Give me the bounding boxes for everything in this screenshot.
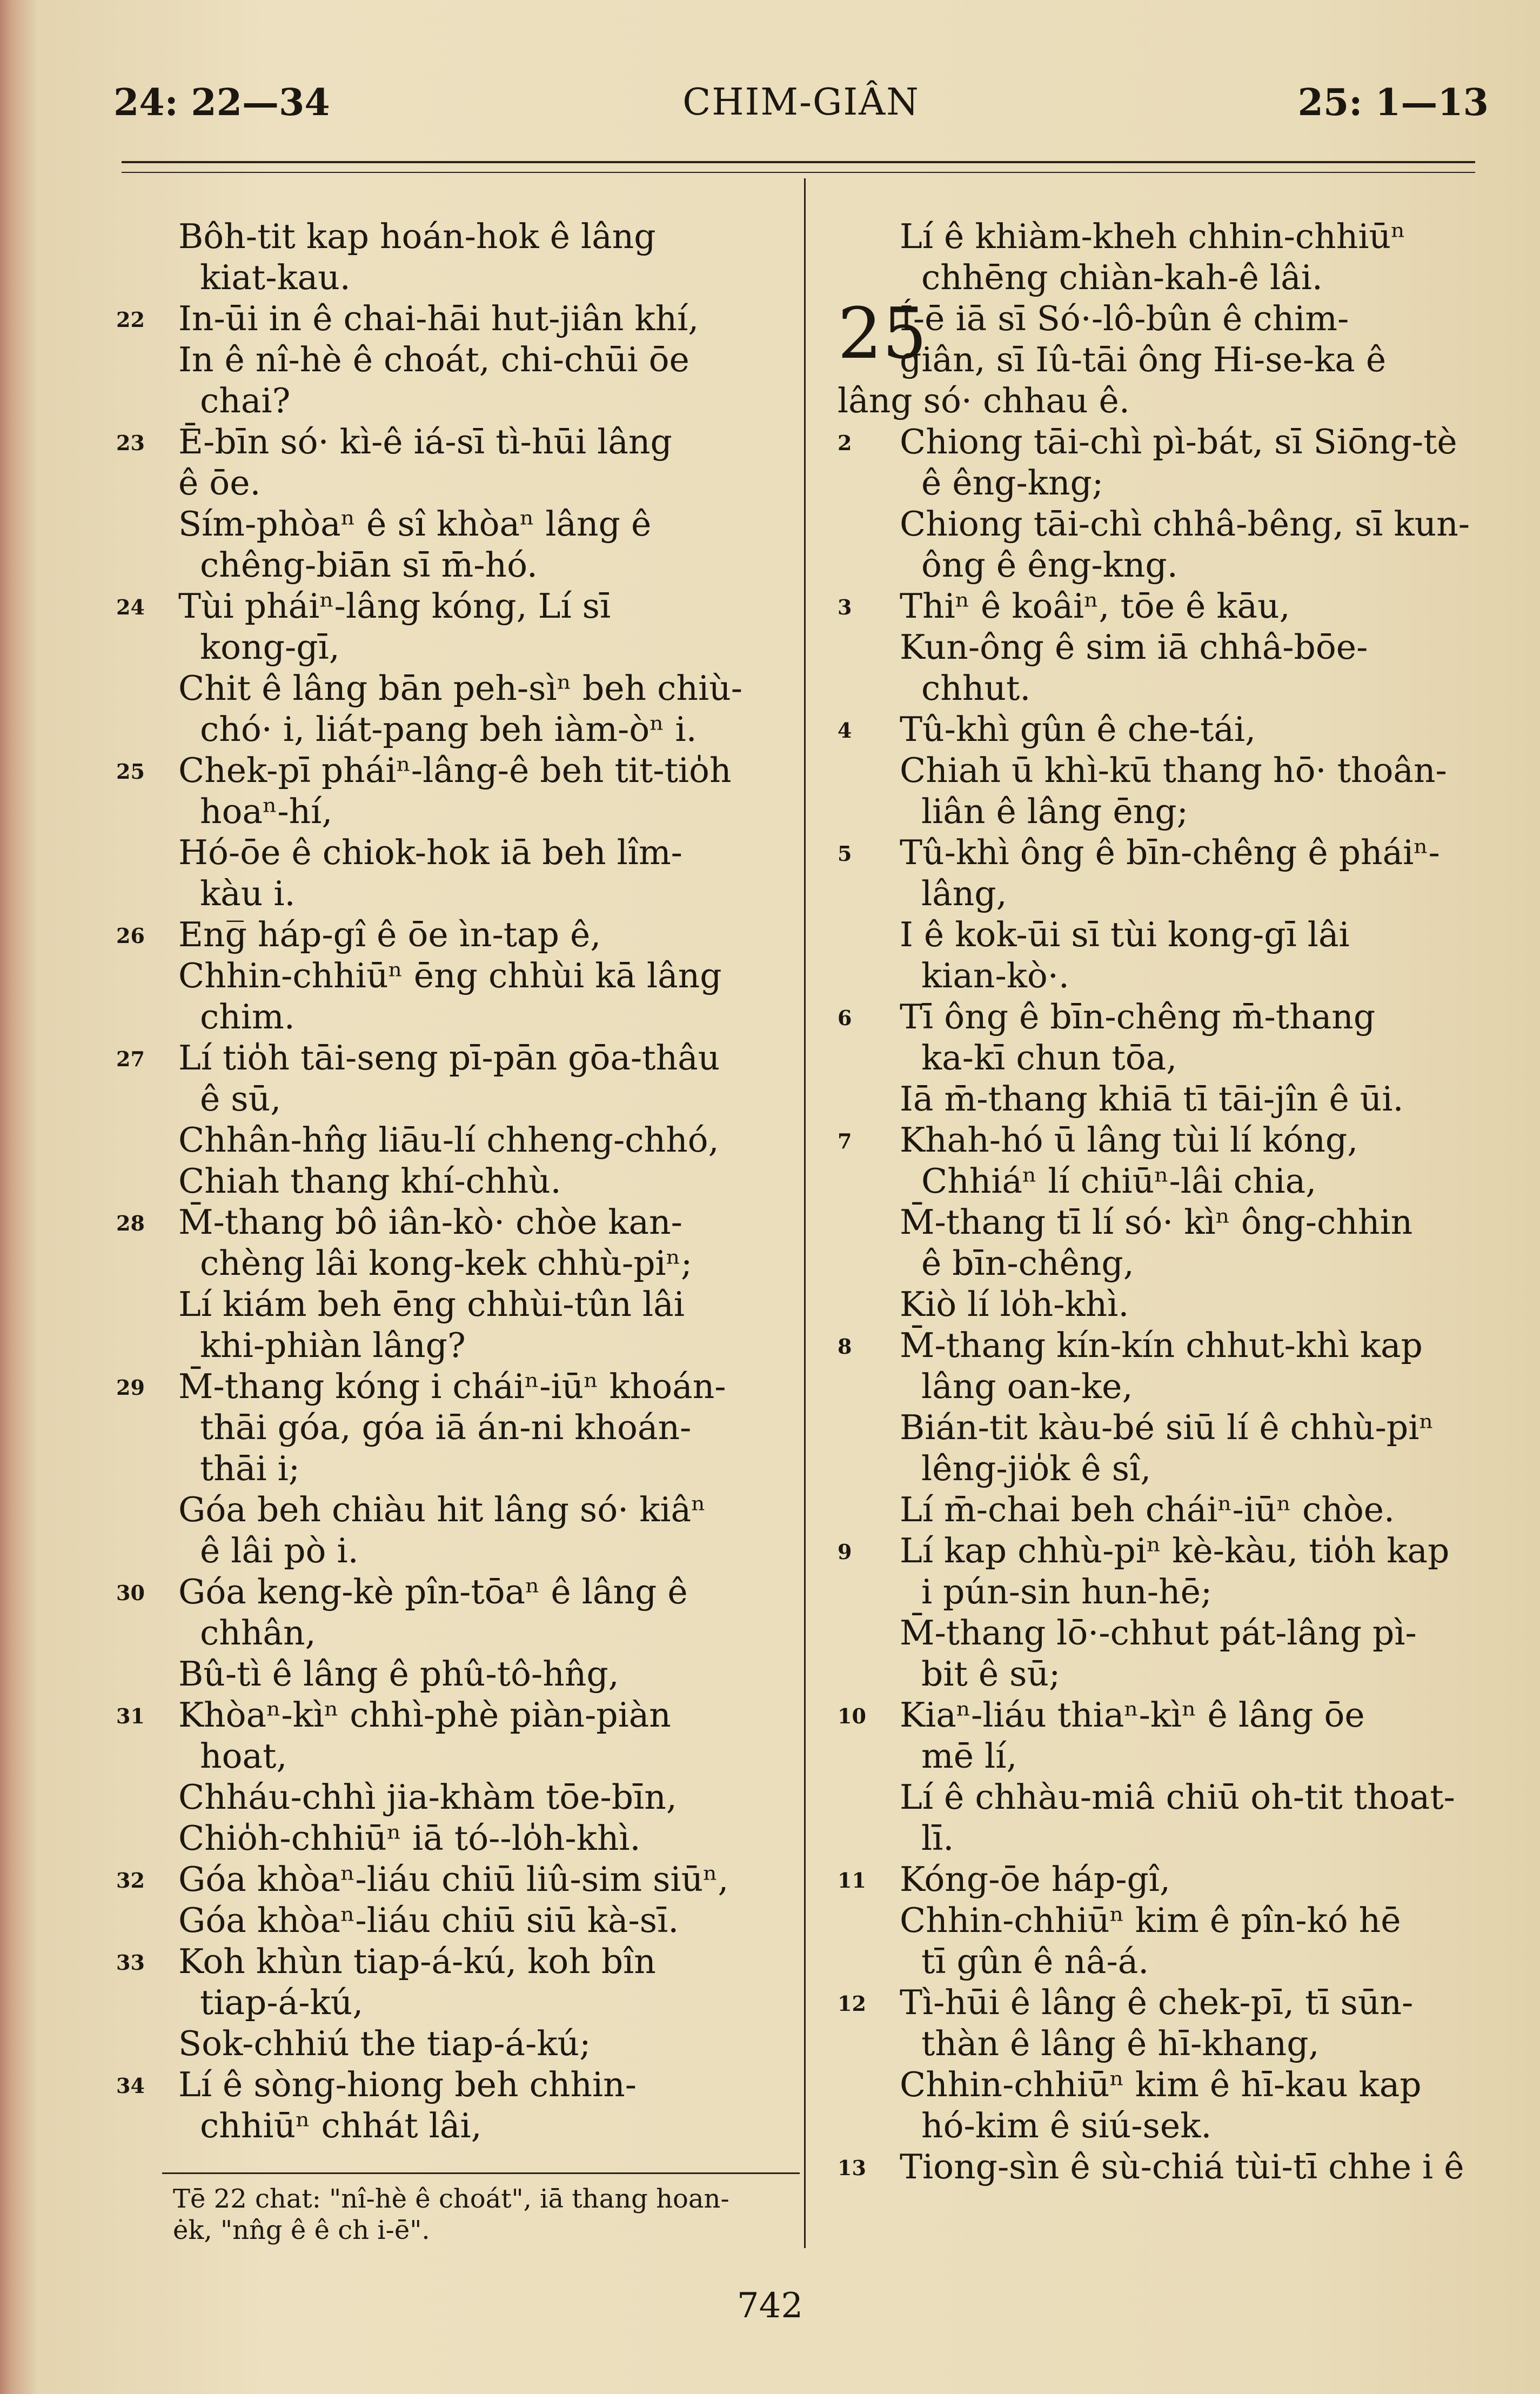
- verse-line: [838, 1161, 1513, 1202]
- verse-line: [838, 1079, 1513, 1120]
- chapter-intro-line: Í-ē iā sī Só·-lô-bûn ê chim-: [900, 299, 1349, 338]
- verse-text: Tì-hūi ê lâng ê chek-pī, tī sūn-: [900, 1983, 1414, 2022]
- verse-text: Kóng-ōe háp-gî,: [900, 1860, 1170, 1899]
- header-right-reference: 25: 1—13: [1297, 81, 1489, 124]
- verse-text: liân ê lâng ēng;: [921, 792, 1188, 831]
- chapter-intro-line: lâng só· chhau ê.: [838, 381, 1130, 420]
- verse-line: [116, 873, 797, 914]
- verse-line: [116, 1818, 797, 1859]
- verse-text: hoat,: [200, 1736, 287, 1776]
- verse-text: Góa keng-kè pîn-tōaⁿ ê lâng ê: [178, 1572, 688, 1611]
- verse-number: 25: [116, 759, 145, 784]
- verse-line: [116, 1284, 797, 1325]
- verse-line: [838, 2023, 1513, 2064]
- header-rule-thin: [122, 172, 1475, 173]
- verse-text: Chit ê lâng bān peh-sìⁿ beh chiù-: [178, 668, 743, 708]
- verse-line: [838, 1202, 1513, 1243]
- footnote-line: Tē 22 chat: "nî-hè ê choát", iā thang hoan-: [173, 2184, 729, 2214]
- verse-line: [838, 997, 1513, 1038]
- header-book-title: CHIM-GIÂN: [682, 81, 920, 124]
- verse-line: [116, 709, 797, 750]
- verse-text: Lí m̄-chai beh cháiⁿ-iūⁿ chòe.: [900, 1490, 1395, 1529]
- chapter-heading-block: [838, 292, 1513, 422]
- verse-text: Bián-tit kàu-bé siū lí ê chhù-piⁿ: [900, 1408, 1434, 1447]
- verse-text: Chhin-chhiūⁿ kim ê hī-kau kap: [900, 2065, 1422, 2104]
- verse-line: [838, 1366, 1513, 1407]
- verse-text: lêng-jio̍k ê sî,: [921, 1449, 1151, 1488]
- verse-text: Chhin-chhiūⁿ ēng chhùi kā lâng: [178, 956, 722, 995]
- verse-line: [116, 1120, 797, 1161]
- verse-text: mē lí,: [921, 1736, 1017, 1776]
- verse-line: [116, 997, 797, 1038]
- verse-line: [838, 873, 1513, 914]
- verse-line: [116, 1079, 797, 1120]
- verse-text: hoaⁿ-hí,: [200, 792, 333, 831]
- verse-number: 3: [838, 595, 852, 619]
- verse-line: [116, 1572, 797, 1613]
- verse-text: thàn ê lâng ê hī-khang,: [921, 2024, 1320, 2063]
- verse-line: [838, 1941, 1513, 1982]
- verse-text: ông ê êng-kng.: [921, 545, 1178, 585]
- verse-text: ê êng-kng;: [921, 463, 1104, 503]
- verse-number: 9: [838, 1540, 852, 1564]
- verse-line: [838, 216, 1513, 257]
- verse-number: 28: [116, 1211, 145, 1235]
- verse-line: [116, 750, 797, 791]
- verse-text: chó· i, liát-pang beh iàm-òⁿ i.: [200, 710, 697, 749]
- header-rule-thick: [122, 161, 1475, 163]
- verse-text: kong-gī,: [200, 627, 340, 667]
- verse-line: [116, 504, 797, 545]
- verse-line: [116, 2105, 797, 2146]
- verse-text: i pún-sin hun-hē;: [921, 1572, 1213, 1611]
- verse-text: Kiaⁿ-liáu thiaⁿ-kìⁿ ê lâng ōe: [900, 1695, 1365, 1735]
- verse-text: kiat-kau.: [200, 258, 351, 297]
- verse-text: hó-kim ê siú-sek.: [921, 2106, 1212, 2145]
- verse-line: [838, 1120, 1513, 1161]
- verse-text: kàu i.: [200, 874, 296, 913]
- verse-line: [116, 545, 797, 586]
- verse-number: 31: [116, 1704, 145, 1728]
- verse-line: [116, 1982, 797, 2023]
- running-header: [113, 76, 1489, 135]
- verse-text: Góa khòaⁿ-liáu chiū liû-sim siūⁿ,: [178, 1860, 729, 1899]
- verse-line: [116, 1530, 797, 1572]
- verse-line: [838, 1284, 1513, 1325]
- verse-line: [116, 1489, 797, 1530]
- chapter-intro-line: giân, sī Iû-tāi ông Hi-se-ka ê: [900, 340, 1387, 379]
- verse-line: [838, 1695, 1513, 1736]
- verse-line: [838, 422, 1513, 463]
- verse-text: Chiong tāi-chì chhâ-bêng, sī kun-: [900, 504, 1470, 544]
- verse-text: Chek-pī pháiⁿ-lâng-ê beh tit-tio̍h: [178, 751, 732, 790]
- verse-line: [838, 914, 1513, 955]
- verse-line: [116, 914, 797, 955]
- verse-text: Sím-phòaⁿ ê sî khòaⁿ lâng ê: [178, 504, 652, 544]
- verse-line: [116, 1613, 797, 1654]
- verse-line: [838, 1407, 1513, 1448]
- verse-text: ka-kī chun tōa,: [921, 1038, 1177, 1078]
- verse-line: [116, 1448, 797, 1489]
- verse-number: 7: [838, 1129, 852, 1153]
- verse-line: [116, 216, 797, 257]
- verse-line: [838, 1243, 1513, 1284]
- verse-line: [838, 257, 1513, 298]
- verse-number: 6: [838, 1006, 852, 1030]
- verse-text: Koh khùn tiap-á-kú, koh bîn: [178, 1942, 656, 1981]
- verse-line: [116, 791, 797, 832]
- verse-line: [116, 298, 797, 339]
- verse-line: [116, 1038, 797, 1079]
- verse-text: M̄-thang kín-kín chhut-khì kap: [900, 1326, 1423, 1365]
- verse-text: thāi góa, góa iā án-ni khoán-: [200, 1408, 692, 1447]
- verse-text: Ē-bīn só· kì-ê iá-sī tì-hūi lâng: [178, 422, 672, 462]
- verse-text: Chhin-chhiūⁿ kim ê pîn-kó hē: [900, 1901, 1401, 1940]
- verse-text: Bôh-tit kap hoán-hok ê lâng: [178, 217, 656, 256]
- verse-text: Lí kap chhù-piⁿ kè-kàu, tio̍h kap: [900, 1531, 1450, 1570]
- verse-line: [116, 955, 797, 997]
- verse-number: 26: [116, 924, 145, 948]
- column-separator: [804, 178, 806, 2248]
- verse-text: Chhân-hn̂g liāu-lí chheng-chhó,: [178, 1120, 719, 1160]
- verse-line: [838, 2064, 1513, 2105]
- verse-text: Khah-hó ū lâng tùi lí kóng,: [900, 1120, 1358, 1160]
- verse-line: [116, 2023, 797, 2064]
- verse-text: khi-phiàn lâng?: [200, 1326, 466, 1365]
- verse-text: Tû-khì gûn ê che-tái,: [900, 710, 1256, 749]
- verse-line: [116, 1161, 797, 1202]
- verse-line: [116, 627, 797, 668]
- verse-text: Chháu-chhì jia-khàm tōe-bīn,: [178, 1777, 677, 1817]
- header-left-reference: 24: 22—34: [113, 81, 330, 124]
- verse-text: Lí tio̍h tāi-seng pī-pān gōa-thâu: [178, 1038, 720, 1078]
- verse-text: lâng oan-ke,: [921, 1367, 1133, 1406]
- verse-line: [838, 1818, 1513, 1859]
- verse-line: [838, 1900, 1513, 1941]
- verse-number: 22: [116, 307, 145, 332]
- verse-line: [116, 1202, 797, 1243]
- verse-number: 27: [116, 1047, 145, 1071]
- verse-number: 29: [116, 1375, 145, 1400]
- verse-text: Tī ông ê bīn-chêng m̄-thang: [900, 997, 1376, 1036]
- verse-number: 11: [838, 1868, 866, 1893]
- verse-text: Tû-khì ông ê bīn-chêng ê pháiⁿ-: [900, 833, 1440, 872]
- verse-number: 34: [116, 2074, 145, 2098]
- verse-text: Eng̅ háp-gî ê ōe ìn-tap ê,: [178, 915, 601, 954]
- verse-text: Chio̍h-chhiūⁿ iā tó--lo̍h-khì.: [178, 1818, 641, 1858]
- verse-text: chhân,: [200, 1613, 316, 1653]
- verse-line: [116, 1243, 797, 1284]
- verse-line: [838, 2146, 1513, 2188]
- verse-line: [838, 2105, 1513, 2146]
- verse-text: bit ê sū;: [921, 1654, 1061, 1694]
- verse-line: [116, 1859, 797, 1900]
- verse-line: [838, 1530, 1513, 1572]
- verse-text: Lí ê chhàu-miâ chiū oh-tit thoat-: [900, 1777, 1455, 1817]
- verse-number: 30: [116, 1581, 145, 1605]
- verse-text: chêng-biān sī m̄-hó.: [200, 545, 538, 585]
- verse-line: [838, 955, 1513, 997]
- verse-text: chhēng chiàn-kah-ê lâi.: [921, 258, 1323, 297]
- verse-line: [838, 586, 1513, 627]
- verse-text: Lí ê sòng-hiong beh chhin-: [178, 2065, 637, 2104]
- verse-line: [838, 709, 1513, 750]
- verse-text: chhut.: [921, 668, 1031, 708]
- verse-line: [116, 1736, 797, 1777]
- verse-text: M̄-thang tī lí só· kìⁿ ông-chhin: [900, 1202, 1413, 1242]
- verse-text: ê lâi pò i.: [200, 1531, 359, 1570]
- verse-line: [838, 1325, 1513, 1366]
- verse-line: [116, 463, 797, 504]
- left-column: [116, 216, 797, 2146]
- verse-number: 13: [838, 2156, 866, 2180]
- verse-line: [116, 1654, 797, 1695]
- verse-text: Tiong-sìn ê sù-chiá tùi-tī chhe i ê: [900, 2147, 1464, 2186]
- verse-line: [838, 1448, 1513, 1489]
- verse-line: [838, 750, 1513, 791]
- verse-text: chai?: [200, 381, 291, 420]
- right-column-top: [838, 216, 1513, 298]
- verse-line: [838, 627, 1513, 668]
- verse-line: [116, 1777, 797, 1818]
- verse-line: [838, 1777, 1513, 1818]
- verse-text: In-ūi in ê chai-hāi hut-jiân khí,: [178, 299, 699, 338]
- verse-text: lī.: [921, 1818, 954, 1858]
- verse-number: 2: [838, 431, 852, 455]
- verse-text: Lí ê khiàm-kheh chhin-chhiūⁿ: [900, 217, 1406, 256]
- verse-text: lâng,: [921, 874, 1007, 913]
- verse-text: M̄-thang kóng i cháiⁿ-iūⁿ khoán-: [178, 1367, 726, 1406]
- verse-text: ê ōe.: [178, 463, 261, 503]
- verse-number: 12: [838, 1991, 866, 2016]
- verse-text: Chiah ū khì-kū thang hō· thoân-: [900, 751, 1447, 790]
- verse-line: [116, 339, 797, 380]
- verse-line: [838, 1654, 1513, 1695]
- verse-text: I ê kok-ūi sī tùi kong-gī lâi: [900, 915, 1350, 954]
- verse-text: Bû-tì ê lâng ê phû-tô-hn̂g,: [178, 1654, 619, 1694]
- verse-number: 33: [116, 1950, 145, 1975]
- verse-text: Thiⁿ ê koâiⁿ, tōe ê kāu,: [900, 586, 1290, 626]
- verse-line: [838, 1613, 1513, 1654]
- verse-text: Góa beh chiàu hit lâng só· kiâⁿ: [178, 1490, 706, 1529]
- verse-text: In ê nî-hè ê choát, chi-chūi ōe: [178, 340, 689, 379]
- verse-text: Khòaⁿ-kìⁿ chhì-phè piàn-piàn: [178, 1695, 671, 1735]
- verse-line: [838, 1038, 1513, 1079]
- verse-number: 24: [116, 595, 145, 619]
- verse-text: chèng lâi kong-kek chhù-piⁿ;: [200, 1243, 693, 1283]
- verse-text: chim.: [200, 997, 295, 1036]
- verse-line: [116, 1941, 797, 1982]
- right-column: [838, 216, 1513, 2188]
- verse-line: [116, 380, 797, 422]
- footnote-line: ėk, "nn̂g ê ê ch i-ē".: [173, 2215, 430, 2245]
- verse-number: 23: [116, 431, 145, 455]
- verse-text: thāi i;: [200, 1449, 300, 1488]
- verse-text: tī gûn ê nâ-á.: [921, 1942, 1149, 1981]
- verse-text: Kiò lí lo̍h-khì.: [900, 1285, 1129, 1324]
- verse-line: [838, 1736, 1513, 1777]
- verse-text: ê bīn-chêng,: [921, 1243, 1134, 1283]
- verse-number: 5: [838, 841, 852, 866]
- verse-line: [838, 1859, 1513, 1900]
- verse-line: [838, 791, 1513, 832]
- verse-number: 8: [838, 1334, 852, 1359]
- verse-line: [116, 1366, 797, 1407]
- verse-number: 10: [838, 1704, 866, 1728]
- verse-line: [116, 1325, 797, 1366]
- verse-number: 4: [838, 718, 852, 743]
- verse-number: 32: [116, 1868, 145, 1893]
- verse-text: M̄-thang lō·-chhut pát-lâng pì-: [900, 1613, 1417, 1653]
- verse-text: M̄-thang bô iân-kò· chòe kan-: [178, 1202, 682, 1242]
- verse-line: [116, 832, 797, 873]
- verse-line: [838, 1572, 1513, 1613]
- verse-text: Hó-ōe ê chiok-hok iā beh lîm-: [178, 833, 682, 872]
- verse-text: Kun-ông ê sim iā chhâ-bōe-: [900, 627, 1368, 667]
- verse-line: [116, 1695, 797, 1736]
- footnote-rule: [162, 2172, 800, 2174]
- verse-line: [116, 1407, 797, 1448]
- verse-text: Chiong tāi-chì pì-bát, sī Siōng-tè: [900, 422, 1457, 462]
- verse-line: [838, 1982, 1513, 2023]
- verse-text: Tùi pháiⁿ-lâng kóng, Lí sī: [178, 586, 611, 626]
- verse-text: chhiūⁿ chhát lâi,: [200, 2106, 482, 2145]
- verse-line: [116, 2064, 797, 2105]
- verse-line: [838, 668, 1513, 709]
- verse-line: [838, 463, 1513, 504]
- right-column-verses: [838, 422, 1513, 2188]
- verse-line: [838, 504, 1513, 545]
- verse-text: Iā m̄-thang khiā tī tāi-jîn ê ūi.: [900, 1079, 1404, 1119]
- verse-text: Chiah thang khí-chhù.: [178, 1161, 561, 1201]
- verse-text: Góa khòaⁿ-liáu chiū siū kà-sī.: [178, 1901, 679, 1940]
- verse-line: [116, 586, 797, 627]
- footnote: [173, 2183, 800, 2246]
- verse-line: [116, 668, 797, 709]
- verse-line: [838, 1489, 1513, 1530]
- verse-text: Sok-chhiú the tiap-á-kú;: [178, 2024, 591, 2063]
- verse-text: Lí kiám beh ēng chhùi-tûn lâi: [178, 1285, 685, 1324]
- verse-text: ê sū,: [200, 1079, 282, 1119]
- verse-text: Chhiáⁿ lí chiūⁿ-lâi chia,: [921, 1161, 1317, 1201]
- verse-line: [116, 422, 797, 463]
- verse-text: tiap-á-kú,: [200, 1983, 364, 2022]
- verse-line: [838, 832, 1513, 873]
- chapter-number: 25: [838, 292, 927, 375]
- verse-text: kian-kò·.: [921, 956, 1069, 995]
- page-number: 742: [736, 2286, 804, 2326]
- verse-line: [838, 545, 1513, 586]
- verse-line: [116, 1900, 797, 1941]
- verse-line: [116, 257, 797, 298]
